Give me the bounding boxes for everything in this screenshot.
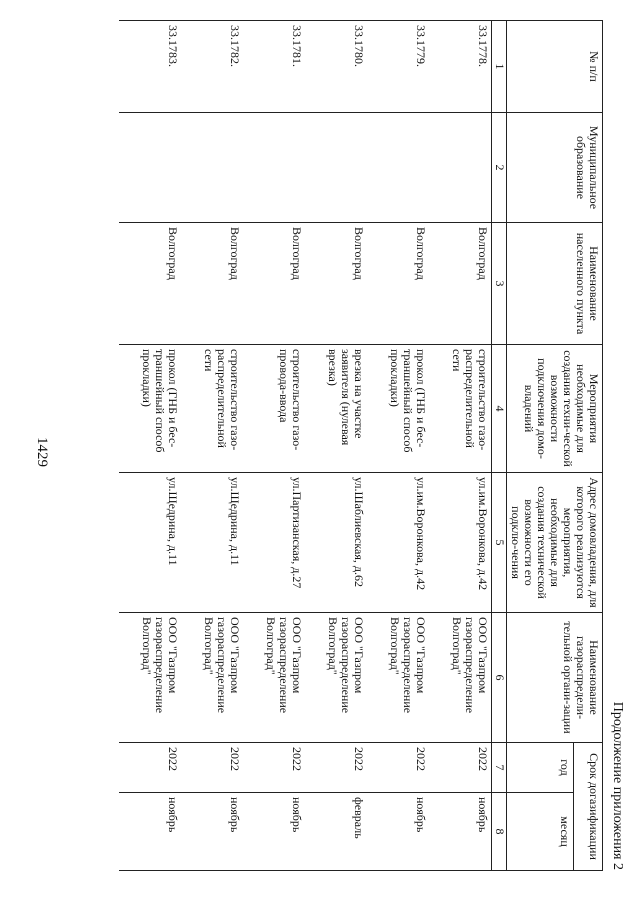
row-org: ООО "Газпром газораспределение Волгоград" — [305, 613, 367, 743]
row-org: ООО "Газпром газораспределение Волгоград" — [243, 613, 305, 743]
row-year: 2022 — [429, 743, 492, 793]
row-number: 33.1778. — [429, 21, 492, 113]
row-org: ООО "Газпром газораспределение Волгоград" — [429, 613, 492, 743]
row-address: ул.Партизанская, д.27 — [243, 473, 305, 613]
row-municipality — [367, 113, 429, 223]
row-municipality — [305, 113, 367, 223]
row-settlement: Волгоград — [367, 223, 429, 345]
row-year: 2022 — [305, 743, 367, 793]
header-month: месяц — [507, 793, 574, 871]
table-row — [367, 21, 429, 871]
table-row — [181, 21, 243, 871]
row-measures: строительство газо-распределительной сети — [181, 345, 243, 473]
row-settlement: Волгоград — [243, 223, 305, 345]
row-year: 2022 — [181, 743, 243, 793]
rotated-page — [80, 0, 625, 905]
row-number: 33.1779. — [367, 21, 429, 113]
column-number: 5 — [492, 473, 507, 613]
table-row — [305, 21, 367, 871]
row-municipality — [181, 113, 243, 223]
appendix-note: Продолжение приложения 2 — [610, 701, 625, 870]
column-number: 4 — [492, 345, 507, 473]
row-year: 2022 — [367, 743, 429, 793]
row-address: ул.Шаблиевская, д.62 — [305, 473, 367, 613]
row-number: 33.1781. — [243, 21, 305, 113]
header-measures: Мероприятия необходимые для создания техни-ческой возможности подключения домо-владений — [507, 345, 603, 473]
header-org: Наименование газораспредели-тельной органи-зации — [507, 613, 603, 743]
row-month: февраль — [305, 793, 367, 871]
header-municipality: Муниципальное образование — [507, 113, 603, 223]
column-number: 6 — [492, 613, 507, 743]
row-settlement: Волгоград — [181, 223, 243, 345]
column-number: 3 — [492, 223, 507, 345]
row-municipality — [243, 113, 305, 223]
row-month: ноябрь — [367, 793, 429, 871]
row-address: ул.Щедрина, д.11 — [119, 473, 181, 613]
column-number: 1 — [492, 21, 507, 113]
rotated-content — [80, 20, 625, 870]
row-month: ноябрь — [181, 793, 243, 871]
row-settlement: Волгоград — [429, 223, 492, 345]
table-row — [429, 21, 492, 871]
header-settlement: Наименование населенного пункта — [507, 223, 603, 345]
row-org: ООО "Газпром газораспределение Волгоград" — [367, 613, 429, 743]
row-municipality — [119, 113, 181, 223]
row-address: ул.Щедрина, д.11 — [181, 473, 243, 613]
row-year: 2022 — [243, 743, 305, 793]
row-municipality — [429, 113, 492, 223]
row-measures: строительство газо-провода-ввода — [243, 345, 305, 473]
row-measures: прокол (ГНБ и бес-траншейный способ прокладки) — [367, 345, 429, 473]
row-measures: прокол (ГНБ и бес-траншейный способ прокладки) — [119, 345, 181, 473]
header-deadline: Срок догазификации — [574, 743, 603, 871]
row-settlement: Волгоград — [119, 223, 181, 345]
row-year: 2022 — [119, 743, 181, 793]
row-number: 33.1783. — [119, 21, 181, 113]
page-number: 1429 — [34, 437, 50, 467]
column-number: 2 — [492, 113, 507, 223]
gasification-table — [119, 20, 603, 871]
header-row — [574, 21, 603, 871]
row-number: 33.1780. — [305, 21, 367, 113]
table-row — [243, 21, 305, 871]
column-number: 8 — [492, 793, 507, 871]
row-address: ул.им.Воронкова, д.42 — [429, 473, 492, 613]
row-month: ноябрь — [119, 793, 181, 871]
row-month: ноябрь — [243, 793, 305, 871]
row-measures: врезка на участке заявителя (нулевая врезка) — [305, 345, 367, 473]
row-org: ООО "Газпром газораспределение Волгоград" — [181, 613, 243, 743]
header-year: год — [507, 743, 574, 793]
header-address: Адрес домовладения, для которого реализуются мероприятия, необходимые для создания технической возможности его подклю-чения — [507, 473, 603, 613]
table-row — [119, 21, 181, 871]
row-month: ноябрь — [429, 793, 492, 871]
row-settlement: Волгоград — [305, 223, 367, 345]
row-measures: строительство газо-распределительной сети — [429, 345, 492, 473]
row-address: ул.им.Воронкова, д.42 — [367, 473, 429, 613]
row-org: ООО "Газпром газораспределение Волгоград" — [119, 613, 181, 743]
row-number: 33.1782. — [181, 21, 243, 113]
column-number-row — [492, 21, 507, 871]
column-number: 7 — [492, 743, 507, 793]
header-num: № п/п — [507, 21, 603, 113]
